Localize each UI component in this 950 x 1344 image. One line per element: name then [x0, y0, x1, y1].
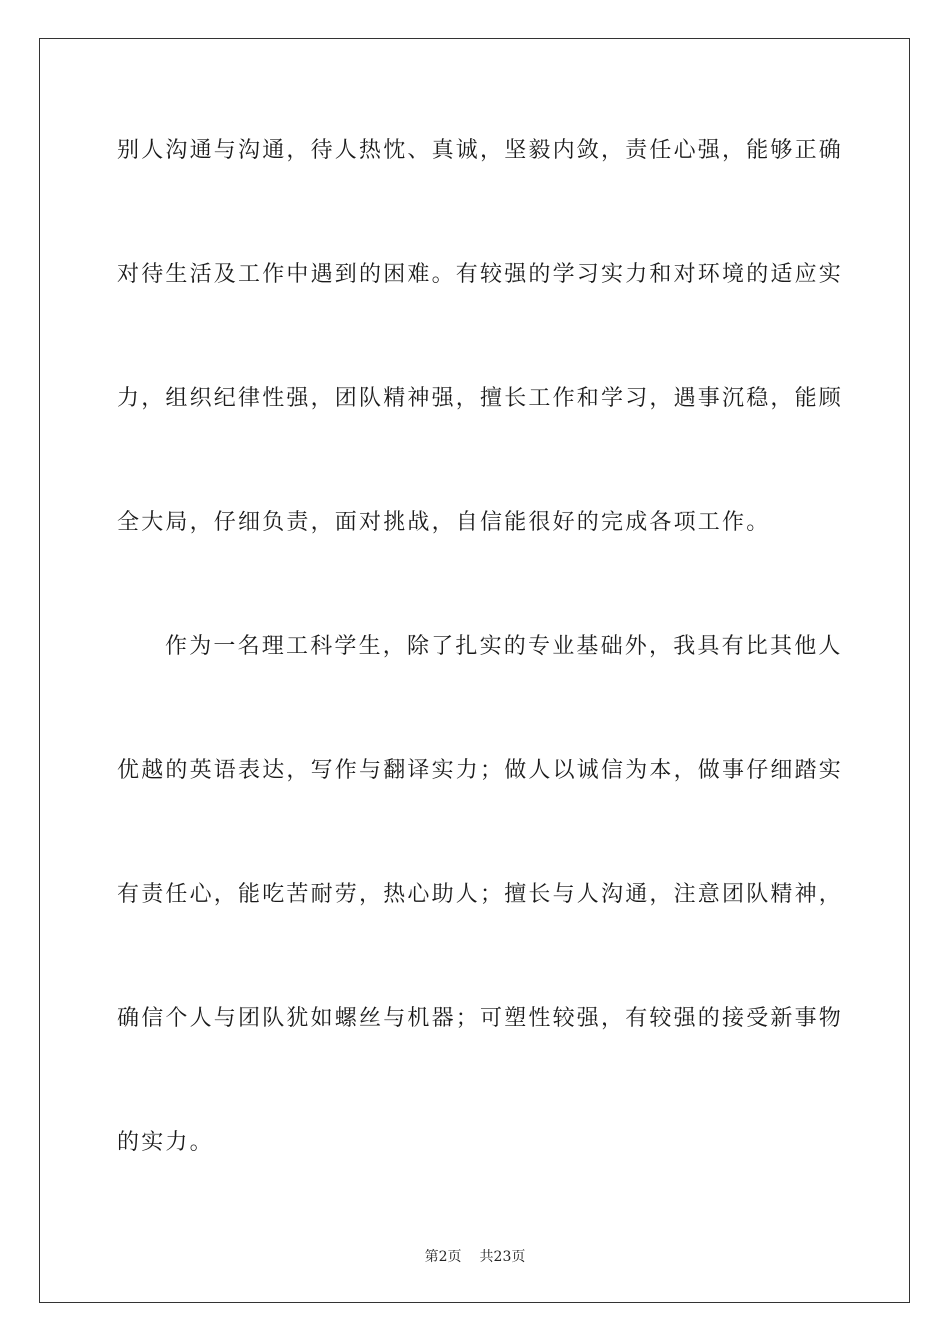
body-text-line: 优越的英语表达，写作与翻译实力；做人以诚信为本，做事仔细踏实: [117, 758, 844, 783]
body-text-line: 对待生活及工作中遇到的困难。有较强的学习实力和对环境的适应实: [117, 262, 844, 287]
total-pages: 共23页: [479, 1249, 526, 1265]
body-text-line: 全大局，仔细负责，面对挑战，自信能很好的完成各项工作。: [117, 510, 771, 535]
body-text-line: 的实力。: [117, 1130, 214, 1155]
body-text-line: 别人沟通与沟通，待人热忱、真诚，坚毅内敛，责任心强，能够正确: [117, 138, 844, 163]
body-text-line: 力，组织纪律性强，团队精神强，擅长工作和学习，遇事沉稳，能顾: [117, 386, 844, 411]
page-number: 第2页: [424, 1249, 462, 1265]
paragraph-start-line: 作为一名理工科学生，除了扎实的专业基础外，我具有比其他人: [165, 634, 843, 659]
body-text-line: 有责任心，能吃苦耐劳，热心助人；擅长与人沟通，注意团队精神，: [117, 882, 844, 907]
body-text-line: 确信个人与团队犹如螺丝与机器；可塑性较强，有较强的接受新事物: [117, 1006, 844, 1031]
page-border: [39, 38, 910, 1303]
page-footer: [0, 1248, 950, 1266]
